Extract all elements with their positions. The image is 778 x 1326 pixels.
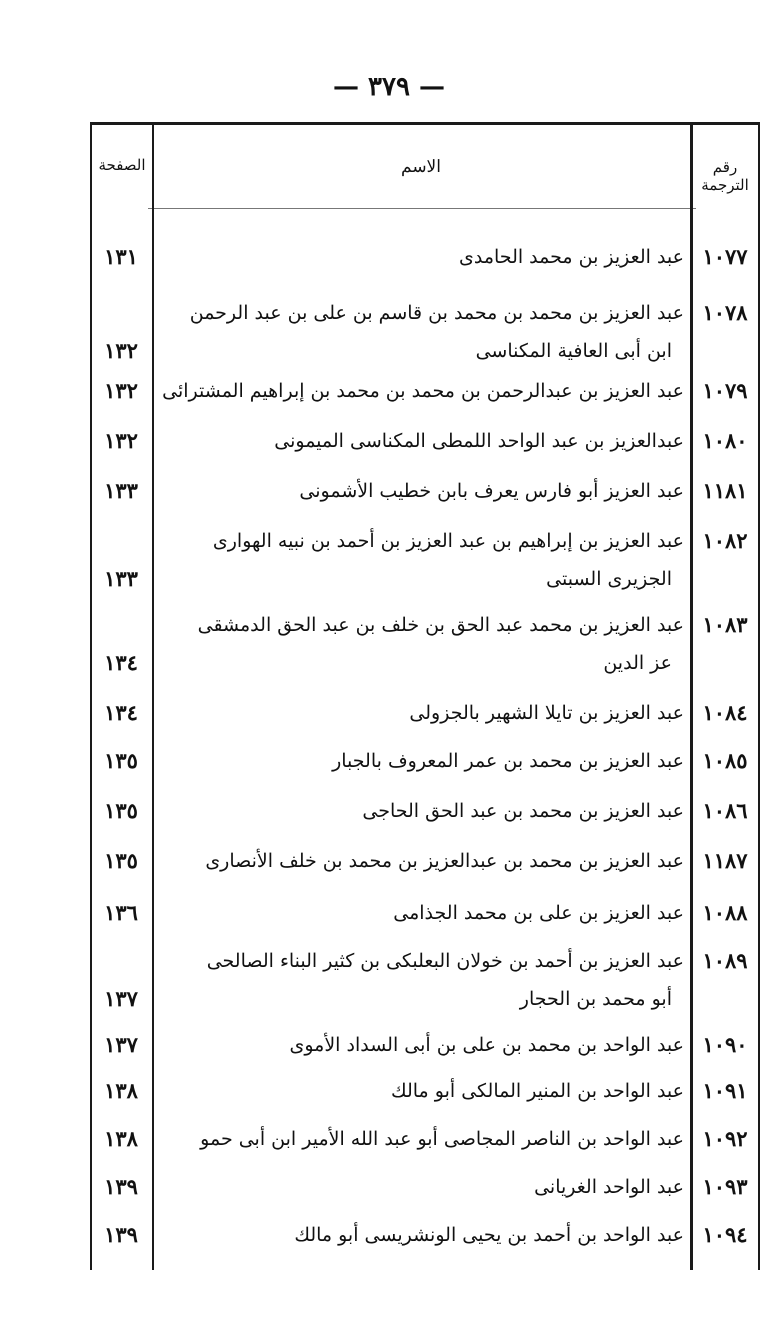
index-entry <box>90 894 760 932</box>
entry-page: ١٣٤ <box>104 650 138 675</box>
entry-name-line: عبد العزيز بن محمد بن عمر المعروف بالجبار <box>332 750 684 772</box>
entry-name <box>156 422 684 460</box>
entry-number: ١٠٨٥ <box>702 748 748 773</box>
index-entry <box>90 942 760 1018</box>
index-entry <box>90 792 760 830</box>
entry-name-line: عبد العزيز بن محمد بن عبد الحق الحاجى <box>362 800 684 822</box>
entry-name-line: ابن أبى العافية المكناسى <box>475 340 672 362</box>
index-entry <box>90 842 760 880</box>
index-entry <box>90 606 760 682</box>
index-entry <box>90 694 760 732</box>
entry-name-line: عبد العزيز بن محمد بن محمد بن قاسم بن على بن عبد الرحمن <box>189 302 684 324</box>
entry-name <box>156 792 684 830</box>
entry-number: ١٠٩٠ <box>702 1032 748 1057</box>
entry-page: ١٣٩ <box>104 1174 138 1199</box>
entry-name-line: عبد العزيز أبو فارس يعرف بابن خطيب الأشمونى <box>299 480 684 502</box>
entry-name <box>156 842 684 880</box>
entry-name <box>156 1072 684 1110</box>
entry-name <box>156 606 684 682</box>
entry-number: ١٠٩٢ <box>702 1126 748 1151</box>
entry-number: ١٠٧٩ <box>702 378 748 403</box>
entry-page: ١٣٥ <box>104 748 138 773</box>
index-entry <box>90 294 760 370</box>
entry-name-line: عبد العزيز بن محمد بن عبدالعزيز بن محمد بن خلف الأنصارى <box>205 850 684 872</box>
entry-name-line: عبد الواحد الغريانى <box>534 1176 684 1198</box>
entry-number: ١٠٨٢ <box>702 528 748 553</box>
entry-number: ١٠٨٠ <box>702 428 748 453</box>
entry-page: ١٣٩ <box>104 1222 138 1247</box>
entry-name <box>156 238 684 276</box>
entry-number: ١١٨١ <box>702 478 748 503</box>
entry-number: ١٠٨٣ <box>702 612 748 637</box>
entry-name-line: عبد الواحد بن الناصر المجاصى أبو عبد الله الأمير ابن أبى حمو <box>200 1128 684 1150</box>
entry-name-line: عبد العزيز بن تايلا الشهير بالجزولى <box>409 702 684 724</box>
entry-page: ١٣٢ <box>104 378 138 403</box>
index-entry <box>90 1216 760 1254</box>
entry-name-line: عبد العزيز بن محمد الحامدى <box>459 246 684 268</box>
entry-name <box>156 694 684 732</box>
entry-page: ١٣٦ <box>104 900 138 925</box>
entry-number: ١٠٨٨ <box>702 900 748 925</box>
index-entry <box>90 472 760 510</box>
entry-page: ١٣٣ <box>104 478 138 503</box>
entry-page: ١٣٨ <box>104 1078 138 1103</box>
entry-name <box>156 742 684 780</box>
entry-number: ١٠٩١ <box>702 1078 748 1103</box>
index-entry <box>90 422 760 460</box>
entry-name-line: عبد الواحد بن أحمد بن يحيى الونشريسى أبو مالك <box>294 1224 684 1246</box>
entry-number: ١١٨٧ <box>702 848 748 873</box>
entry-name-line: عبدالعزيز بن عبد الواحد اللمطى المكناسى الميمونى <box>274 430 684 452</box>
entry-name <box>156 894 684 932</box>
entry-page: ١٣٢ <box>104 338 138 363</box>
entry-name-line: عبد الواحد بن المنير المالكى أبو مالك <box>390 1080 684 1102</box>
entry-name-line: عبد العزيز بن عبدالرحمن بن محمد بن محمد بن إبراهيم المشترائى <box>162 380 684 402</box>
page-number: — ٣٧٩ — <box>332 72 446 102</box>
entry-number: ١٠٨٩ <box>702 948 748 973</box>
index-entry <box>90 1072 760 1110</box>
entry-page: ١٣٥ <box>104 798 138 823</box>
name-column-header: الاسم <box>401 157 441 177</box>
index-entry <box>90 1120 760 1158</box>
top-rule <box>90 122 760 125</box>
entry-name <box>156 372 684 410</box>
entry-number: ١٠٨٦ <box>702 798 748 823</box>
entry-page: ١٣١ <box>104 244 138 269</box>
entry-page: ١٣٥ <box>104 848 138 873</box>
entry-name <box>156 472 684 510</box>
entry-page: ١٣٧ <box>104 1032 138 1057</box>
entry-name-line: عبد العزيز بن أحمد بن خولان البعلبكى بن كثير البناء الصالحى <box>206 950 684 972</box>
entry-name <box>156 1168 684 1206</box>
entry-name-line: عبد العزيز بن إبراهيم بن عبد العزيز بن أحمد بن نبيه الهوارى <box>212 530 684 552</box>
entry-name <box>156 522 684 598</box>
entry-page: ١٣٢ <box>104 428 138 453</box>
entry-name <box>156 1216 684 1254</box>
entry-number: ١٠٧٧ <box>702 244 748 269</box>
entry-name <box>156 1120 684 1158</box>
index-entry <box>90 522 760 598</box>
index-entry <box>90 238 760 276</box>
entry-name-line: عبد الواحد بن محمد بن على بن أبى السداد الأموى <box>289 1034 684 1056</box>
index-entry <box>90 1026 760 1064</box>
entry-name <box>156 1026 684 1064</box>
index-entry <box>90 372 760 410</box>
entry-number: ١٠٩٤ <box>702 1222 748 1247</box>
entry-name <box>156 294 684 370</box>
header-rule <box>148 208 696 209</box>
entry-number: ١٠٧٨ <box>702 300 748 325</box>
entry-name-line: عز الدين <box>603 652 672 674</box>
index-table <box>90 122 760 1272</box>
entry-name <box>156 942 684 1018</box>
entry-name-line: الجزيرى السبتى <box>546 568 672 590</box>
index-entry <box>90 1168 760 1206</box>
entry-name-line: عبد العزيز بن محمد عبد الحق بن خلف بن عبد الحق الدمشقى <box>197 614 684 636</box>
entry-page: ١٣٨ <box>104 1126 138 1151</box>
entry-page: ١٣٧ <box>104 986 138 1011</box>
number-column-header: رقم الترجمة <box>701 158 749 194</box>
entry-number: ١٠٨٤ <box>702 700 748 725</box>
entry-name-line: عبد العزيز بن على بن محمد الجذامى <box>393 902 684 924</box>
entry-name-line: أبو محمد بن الحجار <box>519 988 672 1010</box>
entry-page: ١٣٣ <box>104 566 138 591</box>
page-column-header: الصفحة <box>98 156 146 174</box>
entry-page: ١٣٤ <box>104 700 138 725</box>
entry-number: ١٠٩٣ <box>702 1174 748 1199</box>
index-entry <box>90 742 760 780</box>
